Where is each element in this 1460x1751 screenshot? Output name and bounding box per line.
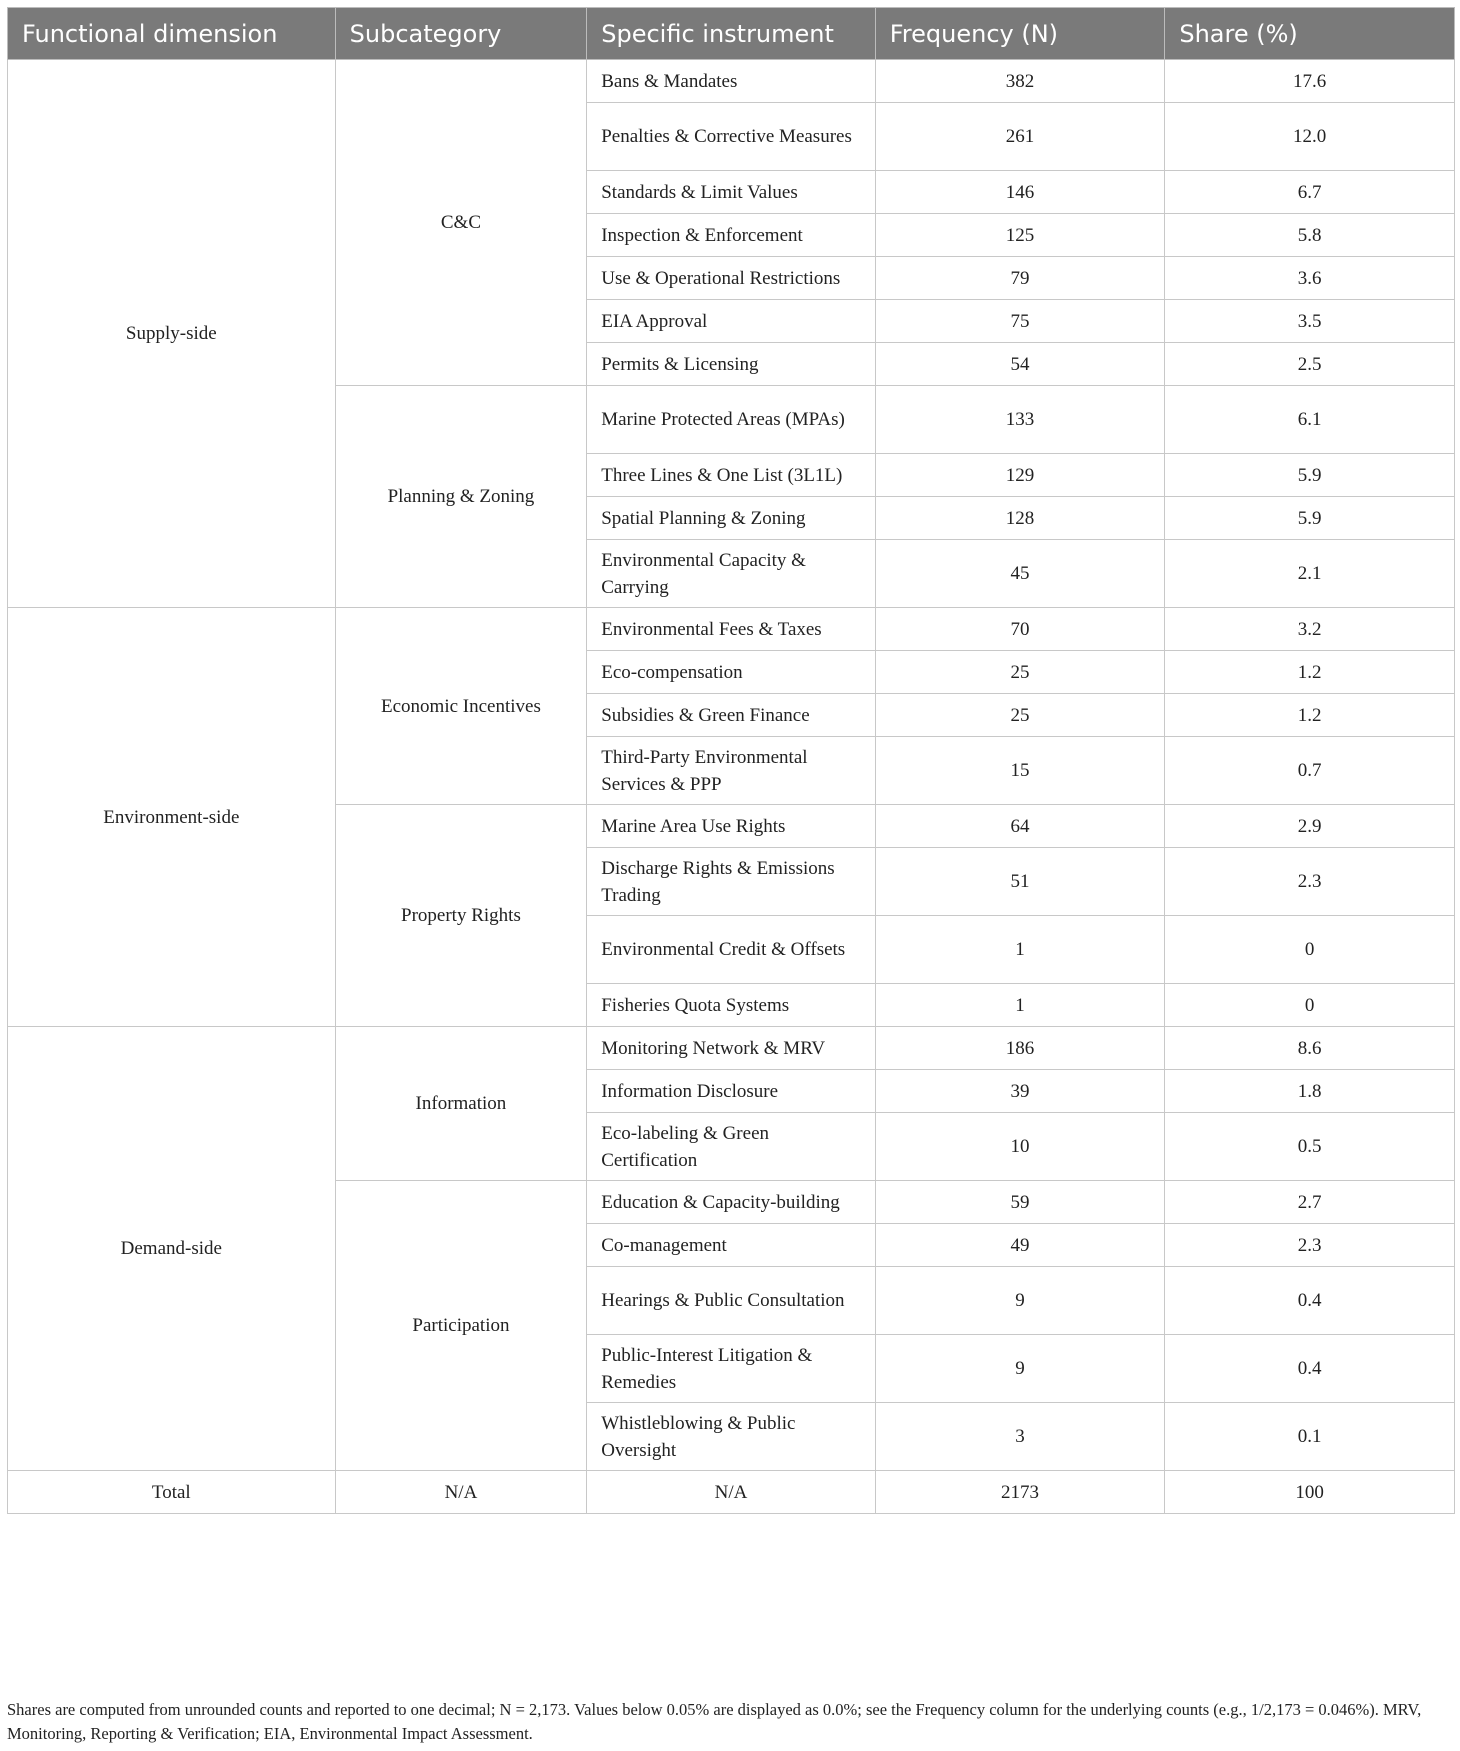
instrument-cell: Use & Operational Restrictions [587, 257, 876, 300]
instrument-cell: Spatial Planning & Zoning [587, 497, 876, 540]
share-cell: 0.4 [1165, 1267, 1455, 1335]
frequency-cell: 75 [875, 300, 1165, 343]
frequency-cell: 129 [875, 454, 1165, 497]
share-cell: 0.5 [1165, 1113, 1455, 1181]
frequency-cell: 45 [875, 540, 1165, 608]
frequency-cell: 9 [875, 1335, 1165, 1403]
frequency-cell: 133 [875, 386, 1165, 454]
instrument-cell: Environmental Capacity & Carrying [587, 540, 876, 608]
table-row [8, 1027, 1455, 1070]
share-cell: 0.4 [1165, 1335, 1455, 1403]
instrument-cell: Third-Party Environmental Services & PPP [587, 737, 876, 805]
share-cell: 8.6 [1165, 1027, 1455, 1070]
frequency-cell: 39 [875, 1070, 1165, 1113]
share-cell: 17.6 [1165, 60, 1455, 103]
instrument-cell: Eco-compensation [587, 651, 876, 694]
subcategory-cell: Planning & Zoning [335, 386, 587, 608]
share-cell: 5.8 [1165, 214, 1455, 257]
instrument-cell: Hearings & Public Consultation [587, 1267, 876, 1335]
table-body [8, 60, 1455, 1514]
share-cell: 1.2 [1165, 694, 1455, 737]
total-frequency-cell: 2173 [875, 1471, 1165, 1514]
total-row [8, 1471, 1455, 1514]
frequency-cell: 9 [875, 1267, 1165, 1335]
share-cell: 0 [1165, 916, 1455, 984]
total-label-cell: Total [8, 1471, 336, 1514]
subcategory-cell: C&C [335, 60, 587, 386]
instrument-cell: Subsidies & Green Finance [587, 694, 876, 737]
instrument-cell: Monitoring Network & MRV [587, 1027, 876, 1070]
share-cell: 12.0 [1165, 103, 1455, 171]
instrument-cell: Bans & Mandates [587, 60, 876, 103]
share-cell: 2.3 [1165, 848, 1455, 916]
total-subcategory-cell: N/A [335, 1471, 587, 1514]
frequency-cell: 261 [875, 103, 1165, 171]
frequency-cell: 59 [875, 1181, 1165, 1224]
share-cell: 6.1 [1165, 386, 1455, 454]
frequency-cell: 79 [875, 257, 1165, 300]
functional-dimension-cell: Supply-side [8, 60, 336, 608]
frequency-cell: 3 [875, 1403, 1165, 1471]
frequency-cell: 186 [875, 1027, 1165, 1070]
instrument-frequency-table [7, 7, 1455, 1514]
instrument-cell: Education & Capacity-building [587, 1181, 876, 1224]
share-cell: 2.1 [1165, 540, 1455, 608]
share-cell: 6.7 [1165, 171, 1455, 214]
header-functional-dimension: Functional dimension [8, 8, 336, 60]
frequency-cell: 146 [875, 171, 1165, 214]
frequency-cell: 125 [875, 214, 1165, 257]
frequency-cell: 1 [875, 984, 1165, 1027]
header-frequency: Frequency (N) [875, 8, 1165, 60]
instrument-cell: Information Disclosure [587, 1070, 876, 1113]
total-share-cell: 100 [1165, 1471, 1455, 1514]
frequency-cell: 128 [875, 497, 1165, 540]
instrument-cell: EIA Approval [587, 300, 876, 343]
share-cell: 5.9 [1165, 497, 1455, 540]
frequency-cell: 51 [875, 848, 1165, 916]
frequency-cell: 15 [875, 737, 1165, 805]
share-cell: 2.5 [1165, 343, 1455, 386]
frequency-cell: 25 [875, 694, 1165, 737]
frequency-cell: 70 [875, 608, 1165, 651]
table-footnote: Shares are computed from unrounded counts and reported to one decimal; N = 2,173. Values below 0.05% are displayed as 0.0%; see the Frequency column for the underlying counts (e.g., 1/2,173 = 0.046%). MRV, Monitoring, Reporting & Verification; EIA, Environmental Impact Assessment. [7, 1700, 1422, 1743]
frequency-cell: 64 [875, 805, 1165, 848]
instrument-cell: Whistleblowing & Public Oversight [587, 1403, 876, 1471]
frequency-cell: 49 [875, 1224, 1165, 1267]
table-header [8, 8, 1455, 60]
header-row [8, 8, 1455, 60]
table-row [8, 60, 1455, 103]
share-cell: 2.3 [1165, 1224, 1455, 1267]
instrument-cell: Discharge Rights & Emissions Trading [587, 848, 876, 916]
header-specific-instrument: Specific instrument [587, 8, 876, 60]
instrument-cell: Public-Interest Litigation & Remedies [587, 1335, 876, 1403]
instrument-cell: Marine Protected Areas (MPAs) [587, 386, 876, 454]
subcategory-cell: Information [335, 1027, 587, 1181]
share-cell: 1.8 [1165, 1070, 1455, 1113]
frequency-cell: 10 [875, 1113, 1165, 1181]
instrument-cell: Permits & Licensing [587, 343, 876, 386]
functional-dimension-cell: Demand-side [8, 1027, 336, 1471]
instrument-cell: Marine Area Use Rights [587, 805, 876, 848]
share-cell: 3.5 [1165, 300, 1455, 343]
instrument-cell: Penalties & Corrective Measures [587, 103, 876, 171]
table-row [8, 608, 1455, 651]
share-cell: 3.2 [1165, 608, 1455, 651]
subcategory-cell: Property Rights [335, 805, 587, 1027]
total-instrument-cell: N/A [587, 1471, 876, 1514]
share-cell: 0.1 [1165, 1403, 1455, 1471]
share-cell: 0.7 [1165, 737, 1455, 805]
share-cell: 1.2 [1165, 651, 1455, 694]
header-share: Share (%) [1165, 8, 1455, 60]
frequency-cell: 1 [875, 916, 1165, 984]
instrument-cell: Three Lines & One List (3L1L) [587, 454, 876, 497]
share-cell: 2.9 [1165, 805, 1455, 848]
frequency-cell: 382 [875, 60, 1165, 103]
share-cell: 2.7 [1165, 1181, 1455, 1224]
instrument-cell: Inspection & Enforcement [587, 214, 876, 257]
instrument-cell: Environmental Credit & Offsets [587, 916, 876, 984]
frequency-cell: 54 [875, 343, 1165, 386]
header-subcategory: Subcategory [335, 8, 587, 60]
frequency-cell: 25 [875, 651, 1165, 694]
functional-dimension-cell: Environment-side [8, 608, 336, 1027]
instrument-cell: Co-management [587, 1224, 876, 1267]
instrument-cell: Environmental Fees & Taxes [587, 608, 876, 651]
instrument-cell: Eco-labeling & Green Certification [587, 1113, 876, 1181]
instrument-cell: Standards & Limit Values [587, 171, 876, 214]
subcategory-cell: Economic Incentives [335, 608, 587, 805]
instrument-cell: Fisheries Quota Systems [587, 984, 876, 1027]
share-cell: 3.6 [1165, 257, 1455, 300]
subcategory-cell: Participation [335, 1181, 587, 1471]
share-cell: 0 [1165, 984, 1455, 1027]
share-cell: 5.9 [1165, 454, 1455, 497]
